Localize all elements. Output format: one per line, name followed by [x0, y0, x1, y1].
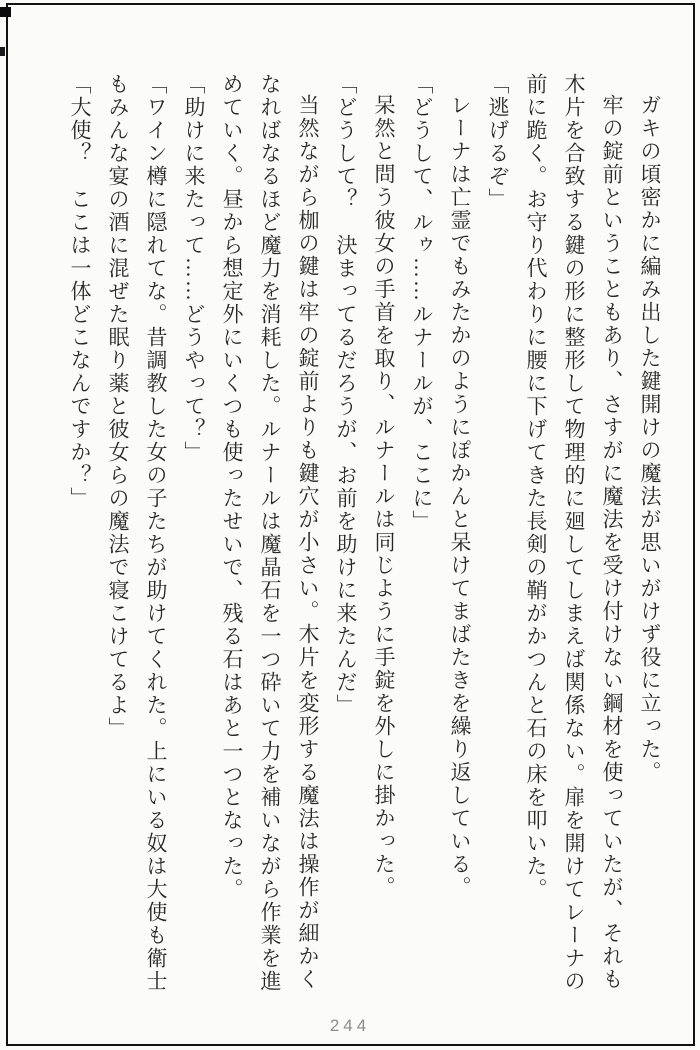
paragraph: 呆然と問う彼女の手首を取り、ルナールは同じように手錠を外しに掛かった。	[372, 94, 396, 899]
paragraph: 「大使？ ここは一体どこなんですか？」	[68, 73, 92, 510]
paragraph: 「ワイン樽に隠れてな。昔調教した女の子たちが助けてくれた。上にいる奴は大使も衛士もみんな宴の酒に混ぜた眠り薬と彼女らの魔法で寝こけてるよ」	[106, 73, 168, 993]
paragraph: 当然ながら枷の鍵は牢の錠前よりも鍵穴が小さい。木片を変形する魔法は操作が細かくなればなるほど魔力を消耗した。ルナールは魔晶石を一つ砕いて力を補いながら作業を進めていく。昼から想定外にいくつも使ったせいで、残る石はあと一つとなった。	[220, 73, 320, 993]
paragraph: ガキの頃密かに編み出した鍵開けの魔法が思いがけず役に立った。	[638, 94, 662, 784]
paragraph: 牢の錠前ということもあり、さすがに魔法を受け付けない鋼材を使っていたが、それも木片を合致する鍵の形に整形して物理的に廻してしまえば関係ない。扉を開けてレーナの前に跪く。お守り代わりに腰に下げてきた長剣の鞘がかつんと石の床を叩いた。	[524, 73, 624, 993]
paragraph: 「どうして、ルゥ……ルナールが、ここに」	[410, 73, 434, 533]
vertical-text-block	[61, 73, 669, 997]
page-number: 244	[329, 1016, 371, 1035]
paragraph: レーナは亡霊でもみたかのようにぽかんと呆けてまばたきを繰り返している。	[448, 94, 472, 899]
paragraph: 「助けに来たって……どうやって？」	[182, 73, 206, 464]
scan-artifact-corner	[0, 7, 11, 17]
scan-artifact-edge	[0, 47, 5, 56]
paragraph: 「逃げるぞ」	[486, 73, 510, 211]
paragraph: 「どうして？ 決まってるだろうが、お前を助けに来たんだ」	[334, 73, 358, 717]
